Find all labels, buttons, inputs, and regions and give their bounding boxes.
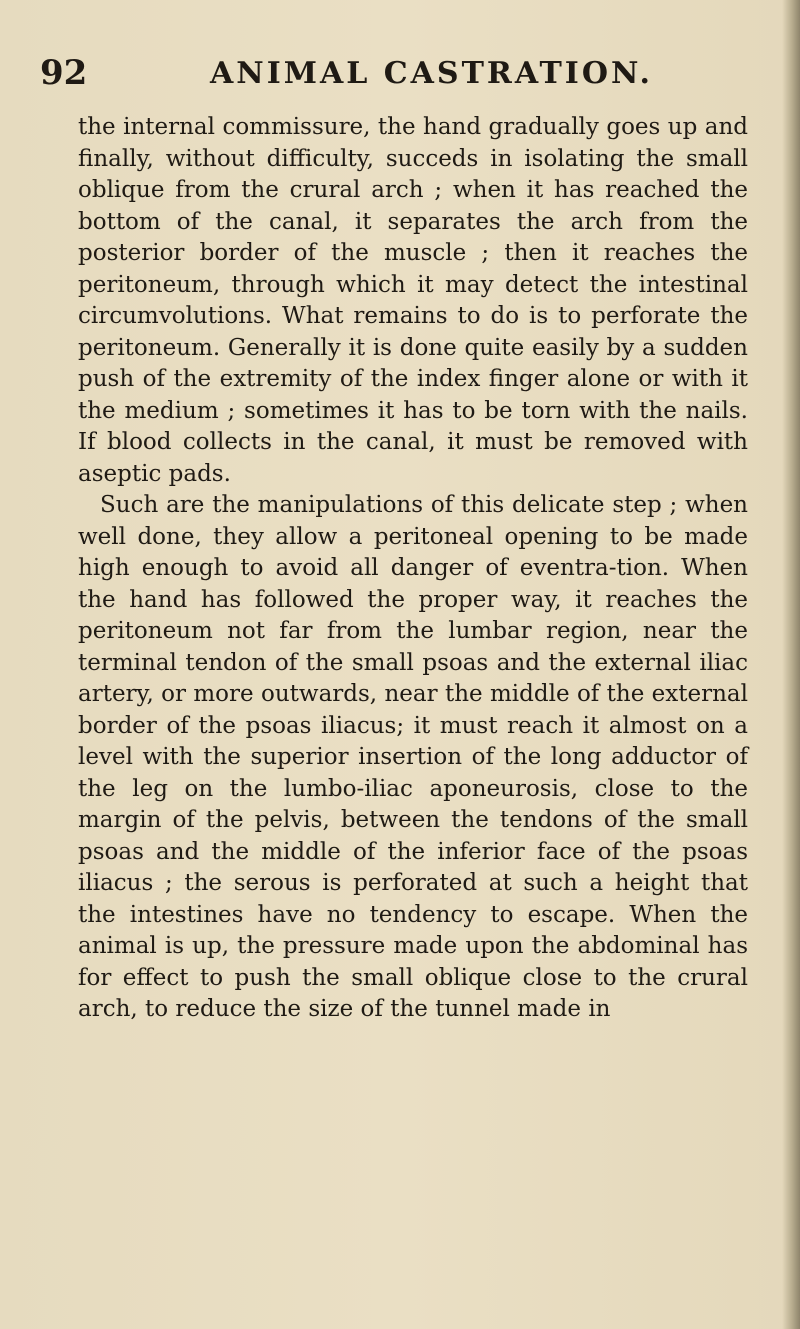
- page-edge-shadow: [782, 0, 800, 1329]
- paragraph-1: the internal commissure, the hand gradually goes up and finally, without difficulty, succeds in isolating the small oblique from the crural arch ; when it has reached the bottom of the canal, it separates the arch from the posterior border of the muscle ; then it reaches the peritoneum, through which it may detect the intestinal circumvolutions. What remains to do is to perforate the peritoneum. Generally it is done quite easily by a sudden push of the extremity of the index finger alone or with it the medium ; sometimes it has to be torn with the nails. If blood collects in the canal, it must be removed with aseptic pads.: [78, 114, 748, 487]
- paragraph-2: Such are the manipulations of this delicate step ; when well done, they allow a peritoneal opening to be made high enough to avoid all danger of eventra-tion. When the hand has followed the proper way, it reaches the peritoneum not far from the lumbar region, near the terminal tendon of the small psoas and the external iliac artery, or more outwards, near the middle of the external border of the psoas iliacus; it must reach it almost on a level with the superior insertion of the long adductor of the leg on the lumbo-iliac aponeurosis, close to the margin of the pelvis, between the tendons of the small psoas and the middle of the inferior face of the psoas iliacus ; the serous is perforated at such a height that the intestines have no tendency to escape. When the animal is up, the pressure made upon the abdominal has for effect to push the small oblique close to the crural arch, to reduce the size of the tunnel made in: [78, 492, 748, 1022]
- running-title: ANIMAL CASTRATION.: [210, 56, 653, 91]
- body-text: [78, 112, 748, 1026]
- page-number: 92: [40, 53, 88, 93]
- page-header: [40, 42, 720, 102]
